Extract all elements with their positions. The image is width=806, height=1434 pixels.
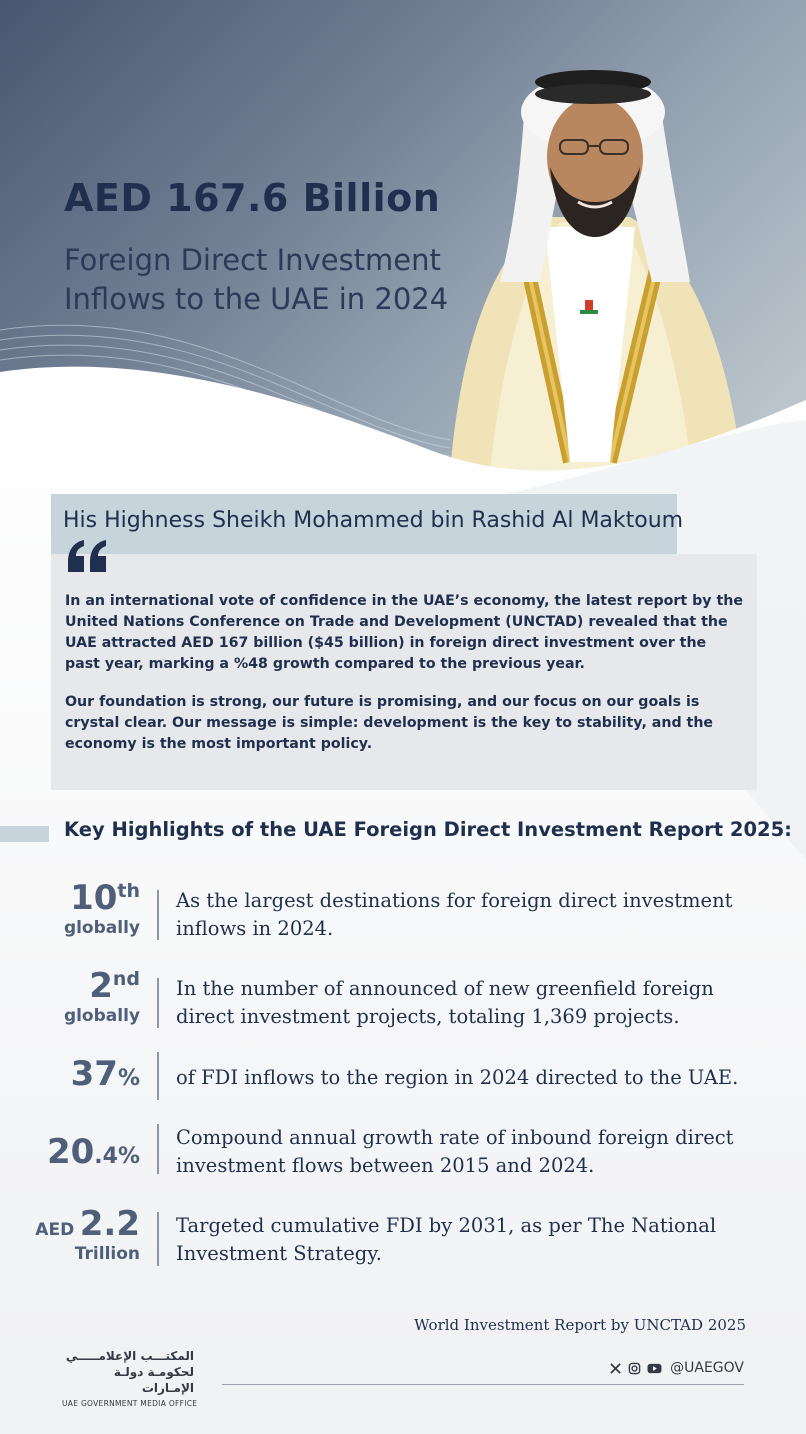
quote-mark-icon <box>64 536 112 576</box>
highlight-item <box>0 1052 806 1112</box>
highlight-prefix: AED <box>35 1220 75 1240</box>
highlight-divider <box>157 890 159 940</box>
highlight-sub: Trillion <box>74 1244 140 1264</box>
highlight-item <box>0 966 806 1026</box>
highlight-text: In the number of announced of new greenfield foreign direct investment projects, totaling 1,369 projects. <box>176 977 714 1028</box>
hero-subtitle-line1: Foreign Direct Investment <box>64 243 441 277</box>
highlights-tab-accent <box>0 826 49 842</box>
highlight-sup: nd <box>112 968 140 990</box>
highlight-number: 20 <box>46 1132 95 1172</box>
highlight-text: As the largest destinations for foreign direct investment inflows in 2024. <box>176 889 733 940</box>
highlight-item <box>0 1204 806 1264</box>
highlight-stat <box>71 1054 140 1094</box>
highlight-item <box>0 878 806 938</box>
highlights-title: Key Highlights of the UAE Foreign Direct Investment Report 2025: <box>64 818 792 841</box>
footer-divider <box>222 1384 744 1385</box>
highlight-sub: globally <box>63 1006 140 1026</box>
highlight-divider <box>157 978 159 1028</box>
speaker-bar <box>51 494 684 554</box>
hero-subtitle-line2: Inflows to the UAE in 2024 <box>64 282 449 316</box>
highlight-stat <box>64 966 140 1026</box>
highlight-item <box>0 1124 806 1184</box>
highlight-stat <box>47 1132 140 1172</box>
highlight-text: Compound annual growth rate of inbound foreign direct investment flows between 2015 and 2024. <box>176 1126 734 1177</box>
highlight-stat <box>64 878 140 938</box>
hero-title: AED 167.6 Billion <box>64 176 441 220</box>
highlight-stat <box>35 1204 140 1264</box>
quote-paragraph-2: Our foundation is strong, our future is promising, and our focus on our goals is crystal clear. Our message is simple: development is the key to stability, and the economy is the most important policy. <box>65 694 714 752</box>
highlight-text: Targeted cumulative FDI by 2031, as per The National Investment Strategy. <box>176 1214 717 1265</box>
speaker-name: His Highness Sheikh Mohammed bin Rashid Al Maktoum <box>63 508 684 533</box>
instagram-icon[interactable] <box>628 1362 641 1375</box>
logo-english: UAE GOVERNMENT MEDIA OFFICE <box>62 1399 198 1408</box>
social-links <box>609 1360 744 1376</box>
x-icon[interactable] <box>609 1362 622 1375</box>
social-handle[interactable]: @UAEGOV <box>670 1360 744 1376</box>
quote-paragraph-1: In an international vote of confidence in the UAE’s economy, the latest report by the United Nations Conference on Trade and Development (UNCTAD) revealed that the UAE attracted AED 167 billion ($45 billion) in foreign direct investment over the past year, marking a %48 growth compared to the previous year. <box>65 593 743 672</box>
highlight-number: 2.2 <box>79 1204 140 1244</box>
hero-subtitle <box>64 241 464 319</box>
logo-arabic-line1: المكتـــب الإعلامـــــي <box>65 1349 194 1363</box>
highlight-divider <box>157 1052 159 1100</box>
highlight-suffix: .4% <box>94 1144 140 1169</box>
source-credit: World Investment Report by UNCTAD 2025 <box>414 1316 746 1334</box>
highlight-number: 2 <box>89 966 113 1006</box>
highlight-sup: th <box>117 880 140 902</box>
highlight-number: 37 <box>70 1054 118 1094</box>
highlight-number: 10 <box>70 878 118 918</box>
highlight-sub: globally <box>63 918 140 938</box>
highlight-suffix: % <box>117 1066 140 1091</box>
logo-arabic-line2: لحكومـة دولـة الإمـارات <box>113 1365 194 1395</box>
highlight-text: of FDI inflows to the region in 2024 directed to the UAE. <box>176 1066 739 1089</box>
highlight-divider <box>157 1212 159 1266</box>
highlight-divider <box>157 1124 159 1174</box>
youtube-icon[interactable] <box>647 1362 662 1375</box>
media-office-logo <box>62 1348 222 1408</box>
